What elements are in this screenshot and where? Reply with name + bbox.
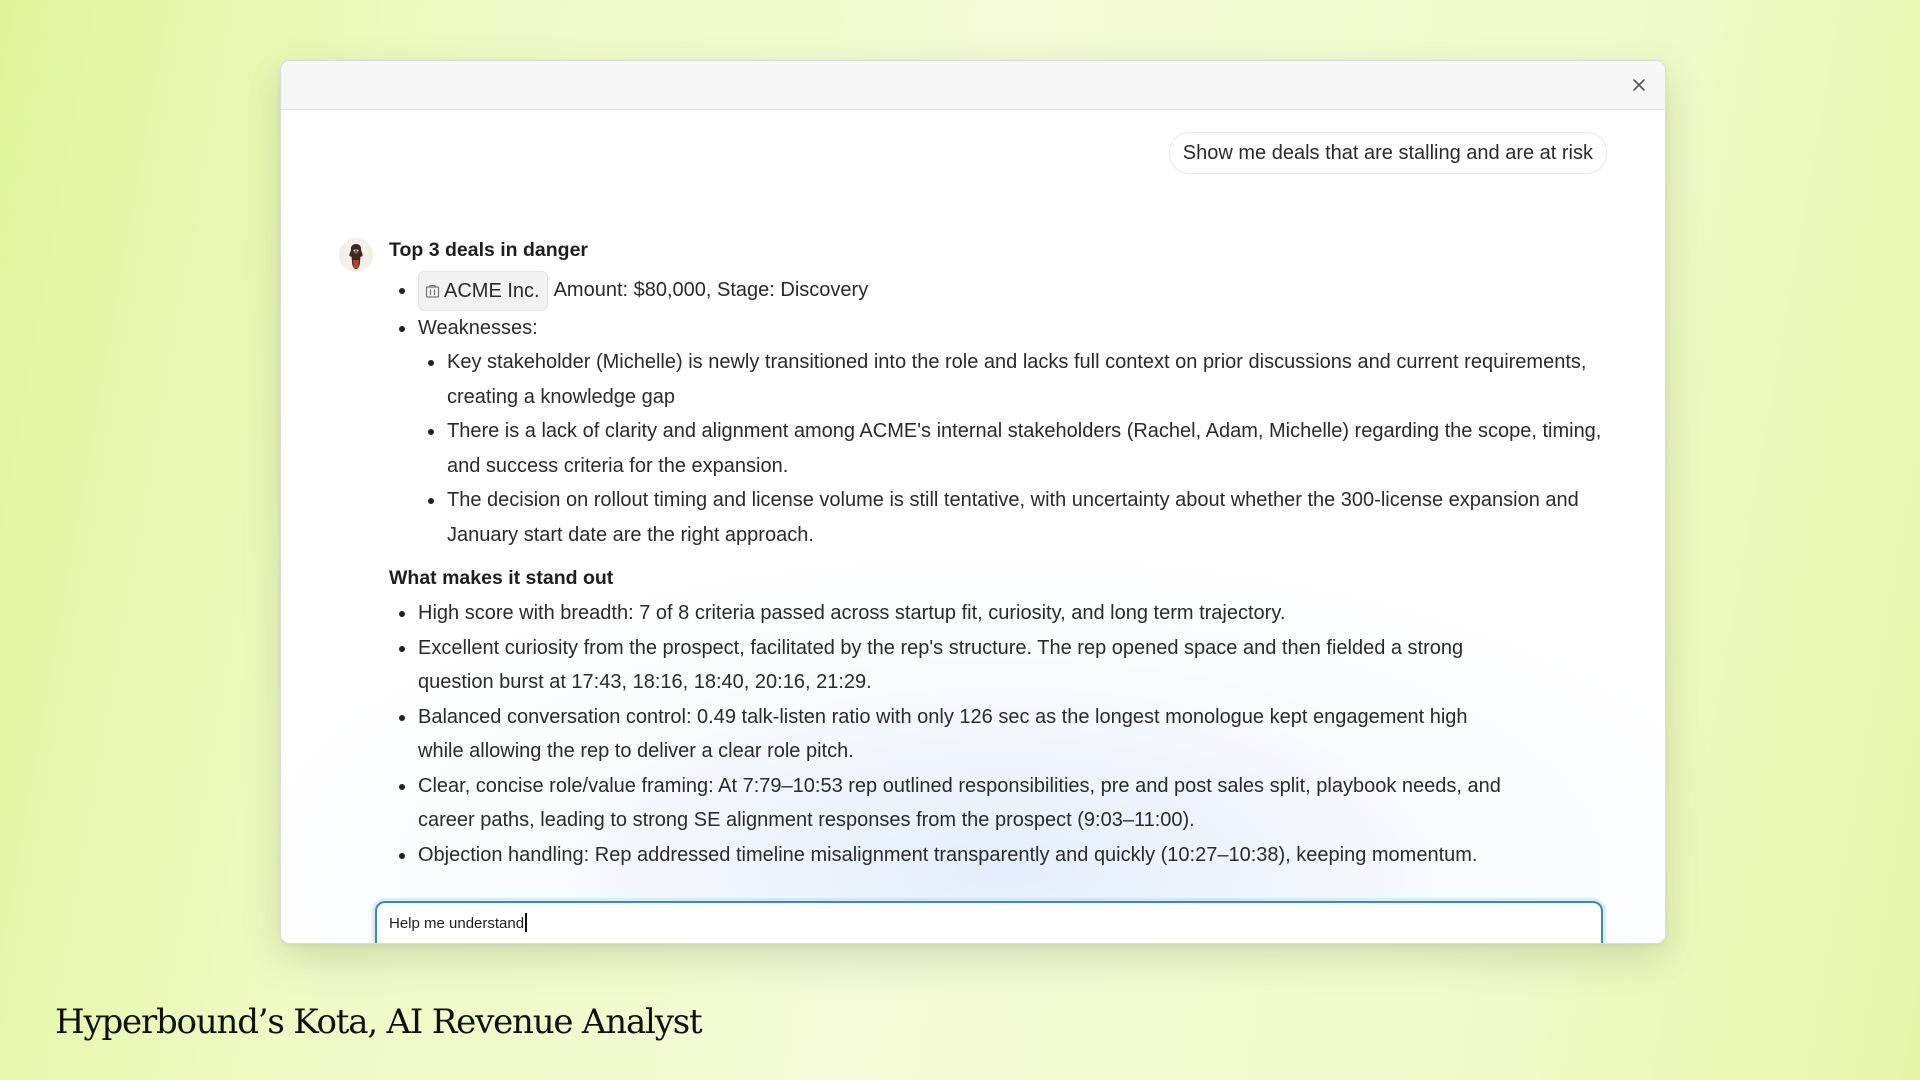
caption-title: Hyperbound’s Kota, AI Revenue Analyst [55,1002,702,1042]
standout-title: What makes it stand out [389,567,614,590]
dog-avatar-icon [339,238,373,272]
standout-list [389,596,1514,872]
company-chip[interactable] [418,271,548,311]
close-button[interactable] [1627,73,1651,97]
answer-title: Top 3 deals in danger [389,239,589,261]
weaknesses-list [418,345,1619,552]
standout-item: Objection handling: Rep addressed timeline misalignment transparently and quickly (10:27–10:38), keeping momentum. [389,838,1514,873]
message-input-value: Help me understand [389,915,525,932]
company-chip-label: ACME Inc. [444,279,540,302]
deal-item [389,270,1619,311]
standout-item: Clear, concise role/value framing: At 7:79–10:53 rep outlined responsibilities, pre and post sales split, playbook needs, and career paths, leading to strong SE alignment responses from the prospect (9:03–11:00). [389,769,1514,838]
standout-item: Excellent curiosity from the prospect, facilitated by the rep's structure. The rep opened space and then fielded a strong question burst at 17:43, 18:16, 18:40, 20:16, 21:29. [389,631,1514,700]
deal-details: Amount: $80,000, Stage: Discovery [553,279,869,301]
message-input[interactable] [389,913,527,934]
standout-item: High score with breadth: 7 of 8 criteria passed across startup fit, curiosity, and long term trajectory. [389,596,1514,631]
assistant-avatar [339,238,373,272]
text-caret [525,913,527,932]
chat-window [280,60,1666,944]
weakness-item: There is a lack of clarity and alignment among ACME's internal stakeholders (Rachel, Adam, Michelle) regarding the scope, timing, and success criteria for the expansion. [418,414,1619,483]
weaknesses-item [389,311,1619,553]
message-composer[interactable] [375,901,1603,944]
weakness-item: The decision on rollout timing and license volume is still tentative, with uncertainty about whether the 300-license expansion and January start date are the right approach. [418,483,1619,552]
standout-item: Balanced conversation control: 0.49 talk-listen ratio with only 126 sec as the longest monologue kept engagement high while allowing the rep to deliver a clear role pitch. [389,700,1514,769]
building-icon [425,284,440,298]
window-header [281,61,1665,110]
close-icon[interactable] [1632,78,1646,92]
weakness-item: Key stakeholder (Michelle) is newly transitioned into the role and lacks full context on prior discussions and current requirements, creating a knowledge gap [418,345,1619,414]
assistant-answer [389,236,1619,872]
user-message: Show me deals that are stalling and are at risk [1169,132,1607,174]
conversation-area[interactable] [281,110,1665,943]
weaknesses-label: Weaknesses: [418,316,538,339]
deal-list [389,270,1619,552]
